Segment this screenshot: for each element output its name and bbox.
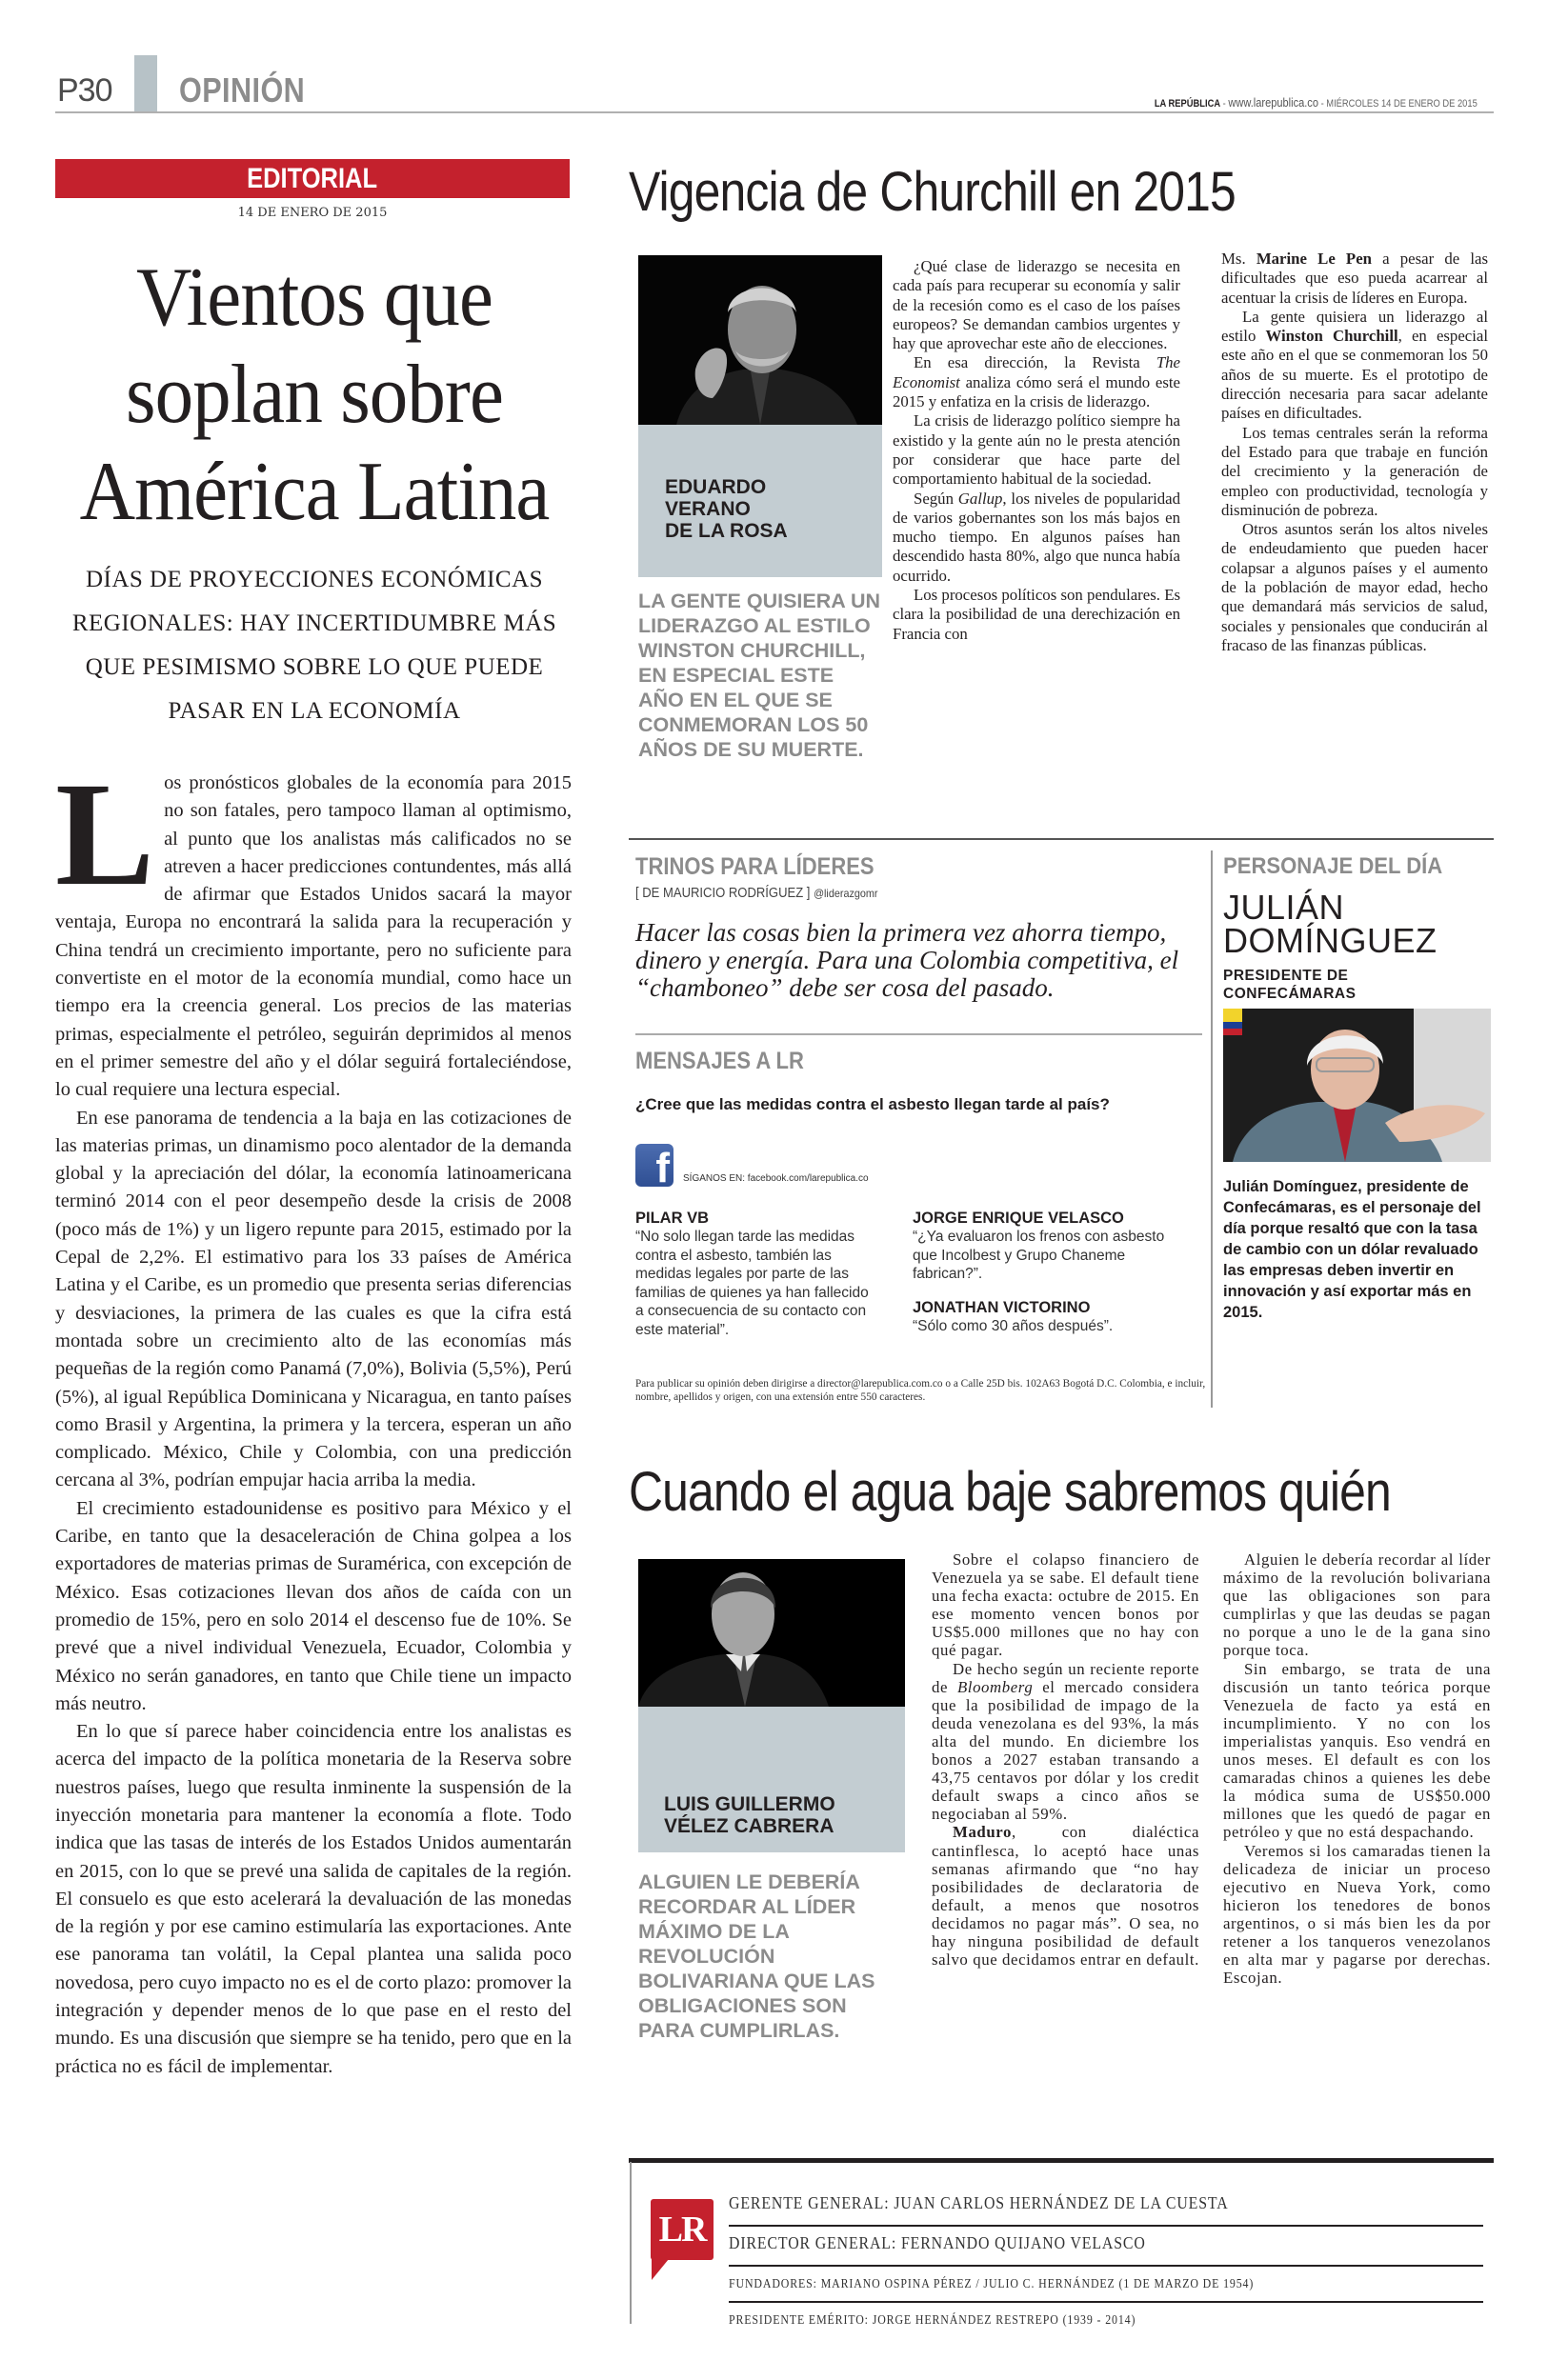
- article-paragraph: Según Gallup, los niveles de popularidad de varios gobernantes son los más bajos en mucho tiempo. En algunos países han descendido hasta 80%, algo que nunca había ocurrido.: [893, 489, 1180, 585]
- personaje-name-line: DOMÍNGUEZ: [1223, 921, 1437, 960]
- cuando-headline: Cuando el agua baje sabremos quién: [629, 1461, 1391, 1523]
- facebook-follow-link[interactable]: SÍGANOS EN: facebook.com/larepublica.co: [683, 1173, 869, 1184]
- trinos-byline: [635, 886, 877, 901]
- personaje-name-line: JULIÁN: [1223, 888, 1345, 927]
- publication-mention: The Economist: [893, 353, 1180, 391]
- masthead-director: DIRECTOR GENERAL: FERNANDO QUIJANO VELASCO: [729, 2233, 1146, 2252]
- churchill-headline: Vigencia de Churchill en 2015: [629, 161, 1236, 223]
- header-divider: [55, 111, 1494, 113]
- masthead-line: [729, 2276, 1481, 2291]
- drop-cap: L: [55, 751, 155, 916]
- mensajes-question: ¿Cree que las medidas contra el asbesto llegan tarde al país?: [635, 1095, 1110, 1113]
- article-paragraph: Otros asuntos serán los altos niveles de endeudamiento que pueden hacer colapsar a algunos países y el aumento de la población de mayor edad, hecho que demandará más servicios de salud, sociales y pensionales que conducirán al fracaso de las finanzas públicas.: [1221, 520, 1488, 654]
- masthead-line: [729, 2193, 1481, 2213]
- article-paragraph: La crisis de liderazgo político siempre ha existido y la gente aún no le presta atención por considerar que hace parte del comportamiento habitual de la sociedad.: [893, 411, 1180, 489]
- page-number: P30: [57, 72, 112, 109]
- masthead-border: [630, 2162, 632, 2324]
- editorial-body: [55, 751, 572, 2081]
- article-paragraph: Alguien le debería recordar al líder máximo de la revolución bolivariana que las obligaciones son para cumplirlas y que las deudas se pagan no porque a uno le de la gana sino porque toca.: [1223, 1550, 1491, 1660]
- editorial-deck: DÍAS DE PROYECCIONES ECONÓMICAS REGIONALES: HAY INCERTIDUMBRE MÁS QUE PESIMISMO SOBRE LO QUE PUEDE PASAR EN LA ECONOMÍA: [71, 567, 557, 724]
- article-paragraph: ¿Qué clase de liderazgo se necesita en cada país para recuperar su economía y salir de la recesión como es el caso de los países europeos? Se demandan cambios urgentes y hay que aprovechar este año de elecciones.: [893, 257, 1180, 353]
- column-divider: [1211, 850, 1213, 1408]
- author-name-line: VÉLEZ CABRERA: [664, 1815, 834, 1837]
- message-text: “¿Ya evaluaron los frenos con asbesto que Incolbest y Grupo Chaneme fabrican?”.: [913, 1229, 1165, 1282]
- facebook-icon[interactable]: f: [635, 1144, 673, 1187]
- article-column: [893, 257, 1180, 644]
- editorial-paragraph: os pronósticos globales de la economía para 2015 no son fatales, pero tampoco llaman al optimismo, al punto que los analistas más calificados no se atreven a hacer predicciones contundentes, más allá de afirmar que Estados Unidos sacará la mayor ventaja, Europa no encontrará la salida para la recuperación y China tendrá un crecimiento importante, pero no suficiente para convertiste en el motor de la economía mundial, como hace un tiempo era la creencia general. Los precios de las materias primas, especialmente el petróleo, seguirán deprimidos al menos en el primer semestre del año y el dólar seguirá fortaleciéndose, lo cual requiere una lectura especial.: [55, 772, 572, 1101]
- masthead-rule: [729, 2225, 1483, 2227]
- reader-message: [635, 1210, 869, 1339]
- trinos-author: [ DE MAURICIO RODRÍGUEZ ]: [635, 886, 811, 901]
- author-name-line: LUIS GUILLERMO: [664, 1793, 835, 1815]
- section-divider: [635, 1033, 1202, 1035]
- masthead-presidente: PRESIDENTE EMÉRITO: JORGE HERNÁNDEZ RESTREPO (1939 - 2014): [729, 2312, 1136, 2327]
- source-mention: Gallup: [957, 489, 1003, 508]
- trinos-quote: Hacer las cosas bien la primera vez ahorra tiempo, dinero y energía. Para una Colombia competitiva, el “chamboneo” debe ser cosa del pasado.: [635, 918, 1179, 1002]
- section-title: OPINIÓN: [179, 70, 306, 110]
- reader-message: [913, 1299, 1170, 1336]
- section-divider: [629, 838, 1494, 840]
- article-paragraph: Los temas centrales serán la reforma del Estado para que trabaje en función del crecimiento y la generación de empleo con productividad, tecnología y disminución de pobreza.: [1221, 423, 1488, 519]
- trinos-title: TRINOS PARA LÍDERES: [635, 853, 875, 880]
- article-paragraph: De hecho según un reciente reporte de Bloomberg el mercado considera que la posibilidad de impago de la deuda venezolana es del 93%, la más alta del mundo. En diciembre los bonos a 2027 estaban transando a 43,75 centavos por dólar y los credit default swaps a cinco años se negociaban al 59%.: [932, 1659, 1199, 1824]
- article-column: [1221, 250, 1488, 655]
- masthead-line: [729, 2312, 1481, 2328]
- twitter-handle[interactable]: @liderazgomr: [814, 887, 878, 900]
- message-author: JORGE ENRIQUE VELASCO: [913, 1210, 1124, 1227]
- person-mention: Maduro: [953, 1823, 1013, 1842]
- article-paragraph: Ms. Marine Le Pen a pesar de las dificultades que eso pueda acarrear al acentuar la crisis de líderes en Europa.: [1221, 250, 1489, 307]
- editorial-paragraph: El crecimiento estadounidense es positivo para México y el Caribe, en tanto que la desaceleración de China golpea a los exportadores de materias primas de Suramérica, con excepción de México. Esas cotizaciones llevan dos años de caída con un promedio de 15%, pero en solo 2014 el descenso fue de 10%. Se prevé que a nivel individual Venezuela, Ecuador, Colombia y México no serán ganadores, en tanto que Chile tiene un impacto más neutro.: [55, 1497, 572, 1714]
- personaje-name: [1223, 888, 1437, 960]
- editorial-date: 14 DE ENERO DE 2015: [237, 206, 388, 220]
- header-separator: -: [1318, 98, 1327, 110]
- header-accent-bar: [134, 55, 157, 112]
- masthead-line: [729, 2233, 1481, 2253]
- header-publication-info: [1155, 95, 1478, 110]
- personaje-photo: [1223, 1009, 1491, 1162]
- article-paragraph: Los procesos políticos son pendulares. Es clara la posibilidad de una derechización en Francia con: [893, 586, 1180, 643]
- person-mention: Winston Churchill: [1265, 327, 1398, 346]
- editorial-paragraph: En ese panorama de tendencia a la baja en las cotizaciones de las materias primas, un dinamismo poco alentador de la demanda global y la apreciación del dólar, la economía latinoamericana terminó 2014 con el peor desempeño desde la crisis de 2008 (poco más de 1%) y un ligero repunte para 2015, estimado por la Cepal de 2,2%. El estimativo para los 33 países de América Latina y el Caribe, es un promedio que presenta serias diferencias y desviaciones, la primera de las cuales es que la cifra está montada sobre un crecimiento alto de las economías más pequeñas de la región como Panamá (7,0%), Bolivia (5,5%), Perú (5%), al igual República Dominicana y Nicaragua, en tanto países como Brasil y Argentina, la primera y la tercera, esperan un año complicado. México, Chile y Colombia, con una predicción cercana al 3%, podrían empujar hacia arriba la media.: [55, 1107, 572, 1491]
- article-paragraph: Veremos si los camaradas tienen la delicadeza de iniciar un proceso ejecutivo en Nueva York, como hicieron los tenedores de bonos argentinos, o si más bien les da por retener a los tanqueros venezolanos en alta mar y pagarse por derechas. Escojan.: [1223, 1841, 1491, 1988]
- message-author: JONATHAN VICTORINO: [913, 1299, 1091, 1316]
- masthead-gerente: GERENTE GENERAL: JUAN CARLOS HERNÁNDEZ DE LA CUESTA: [729, 2193, 1229, 2212]
- lr-logo-icon: LR: [651, 2199, 714, 2260]
- message-text: “Sólo como 30 años después”.: [913, 1318, 1114, 1334]
- lr-logo-tail: [652, 2259, 669, 2280]
- author-photo: [638, 255, 882, 425]
- article-paragraph: En esa dirección, la Revista The Economist analiza cómo será el mundo este 2015 y enfatiza en la crisis de liderazgo.: [893, 353, 1180, 411]
- masthead-rule: [729, 2301, 1483, 2303]
- personaje-role-line: CONFECÁMARAS: [1223, 986, 1357, 1002]
- personaje-role: [1223, 967, 1356, 1003]
- author-portrait-icon: [638, 255, 882, 425]
- author-portrait-icon: [638, 1559, 905, 1707]
- publication-date: MIÉRCOLES 14 DE ENERO DE 2015: [1326, 98, 1478, 110]
- personaje-role-line: PRESIDENTE DE: [1223, 968, 1349, 984]
- author-name: [664, 1793, 835, 1837]
- message-text: “No solo llegan tarde las medidas contra el asbesto, también las medidas legales por parte de las familias de quienes ya han fallecido a consecuencia de su contacto con este material”.: [635, 1229, 869, 1338]
- editorial-paragraph: En lo que sí parece haber coincidencia entre los analistas es acerca del impacto de la política monetaria de la Reserva sobre nuestros países, luego que resulta inminente la suspensión de la inyección monetaria para mantener la economía a flote. Todo indica que las tasas de interés de los Estados Unidos aumentarán en 2015, con lo que se prevé una salida de capitales de la región. El consuelo es que esto acelerará la devaluación de las monedas de la región y por ese camino estimularía las exportaciones. Ante ese panorama tan volátil, la Cepal plantea una salida poco novedosa, pero cuyo impacto no es el de corto plazo: promover la integración y depender menos de lo que pase en el resto del mundo. Es una discusión que siempre se ha tenido, pero que en la práctica no es fácil de implementar.: [55, 1721, 572, 2077]
- publication-url[interactable]: www.larepublica.co: [1228, 95, 1319, 110]
- article-column: [932, 1550, 1199, 1969]
- author-name: [665, 476, 788, 542]
- reader-message: [913, 1210, 1170, 1284]
- pull-quote: ALGUIEN LE DEBERÍA RECORDAR AL LÍDER MÁXIMO DE LA REVOLUCIÓN BOLIVARIANA QUE LAS OBLIGACIONES SON PARA CUMPLIRLAS.: [638, 1870, 875, 2042]
- message-author: PILAR VB: [635, 1210, 710, 1227]
- mensajes-title: MENSAJES A LR: [635, 1048, 804, 1074]
- source-mention: Bloomberg: [956, 1677, 1034, 1696]
- header-separator: -: [1220, 98, 1229, 110]
- article-paragraph: Maduro, con dialéctica cantinflesca, lo aceptó hace unas semanas afirmando que “no hay posibilidades de declaratoria de default, a menos que nosotros decidamos no pagar más”. O sea, no hay ninguna posibilidad de default salvo que decidamos entrar en default.: [932, 1823, 1199, 1970]
- editorial-banner-label: EDITORIAL: [247, 163, 378, 194]
- masthead-rule: [729, 2265, 1483, 2267]
- submission-note: Para publicar su opinión deben dirigirse a director@larepublica.com.co o a Calle 25D bis. 102A63 Bogotá D.C. Colombia, e incluir, nombre, apellidos y origen, con una extensión entre 550 caracteres.: [635, 1378, 1206, 1403]
- personaje-title: PERSONAJE DEL DÍA: [1223, 853, 1443, 879]
- masthead-divider: [629, 2158, 1494, 2163]
- pull-quote: LA GENTE QUISIERA UN LIDERAZGO AL ESTILO WINSTON CHURCHILL, EN ESPECIAL ESTE AÑO EN EL QUE SE CONMEMORAN LOS 50 AÑOS DE SU MUERTE.: [638, 590, 881, 761]
- personaje-text: Julián Domínguez, presidente de Confecámaras, es el personaje del día porque resaltó que con la tasa de cambio con un dólar revaluado las empresas deben invertir en innovación y así exportar más en 2015.: [1223, 1178, 1481, 1321]
- author-name-line: EDUARDO: [665, 476, 767, 498]
- person-mention: Marine Le Pen: [1256, 250, 1372, 268]
- author-name-line: VERANO: [665, 498, 751, 520]
- author-name-line: DE LA ROSA: [665, 520, 788, 542]
- article-paragraph: Sin embargo, se trata de una discusión un tanto teórica porque Venezuela de facto ya está en incumplimiento. Y no con los imperialistas yanquis. Eso vendrá en unos meses. El default es con los camaradas chinos a quienes les debe la módica suma de US$50.000 millones que les quedó de pagar en petróleo y que no está despachando.: [1223, 1659, 1491, 1842]
- editorial-headline: Vientos que soplan sobre América Latina: [79, 251, 550, 538]
- article-paragraph: La gente quisiera un liderazgo al estilo Winston Churchill, en especial este año en el que se conmemoran los 50 años de su muerte. Es el prototipo de dirección necesaria para sacar adelante países en dificultades.: [1221, 307, 1488, 423]
- article-column: [1223, 1550, 1491, 1987]
- author-photo: [638, 1559, 905, 1707]
- article-paragraph: Sobre el colapso financiero de Venezuela ya se sabe. El default tiene una fecha exacta: octubre de 2015. En ese momento vencen bonos por US$5.000 millones que no hay con qué pagar.: [932, 1550, 1199, 1660]
- editorial-banner: [55, 159, 570, 198]
- masthead-fundadores: FUNDADORES: MARIANO OSPINA PÉREZ / JULIO C. HERNÁNDEZ (1 DE MARZO DE 1954): [729, 2276, 1255, 2290]
- publication-name: LA REPÚBLICA: [1155, 98, 1221, 110]
- personaje-portrait-icon: [1223, 1009, 1491, 1162]
